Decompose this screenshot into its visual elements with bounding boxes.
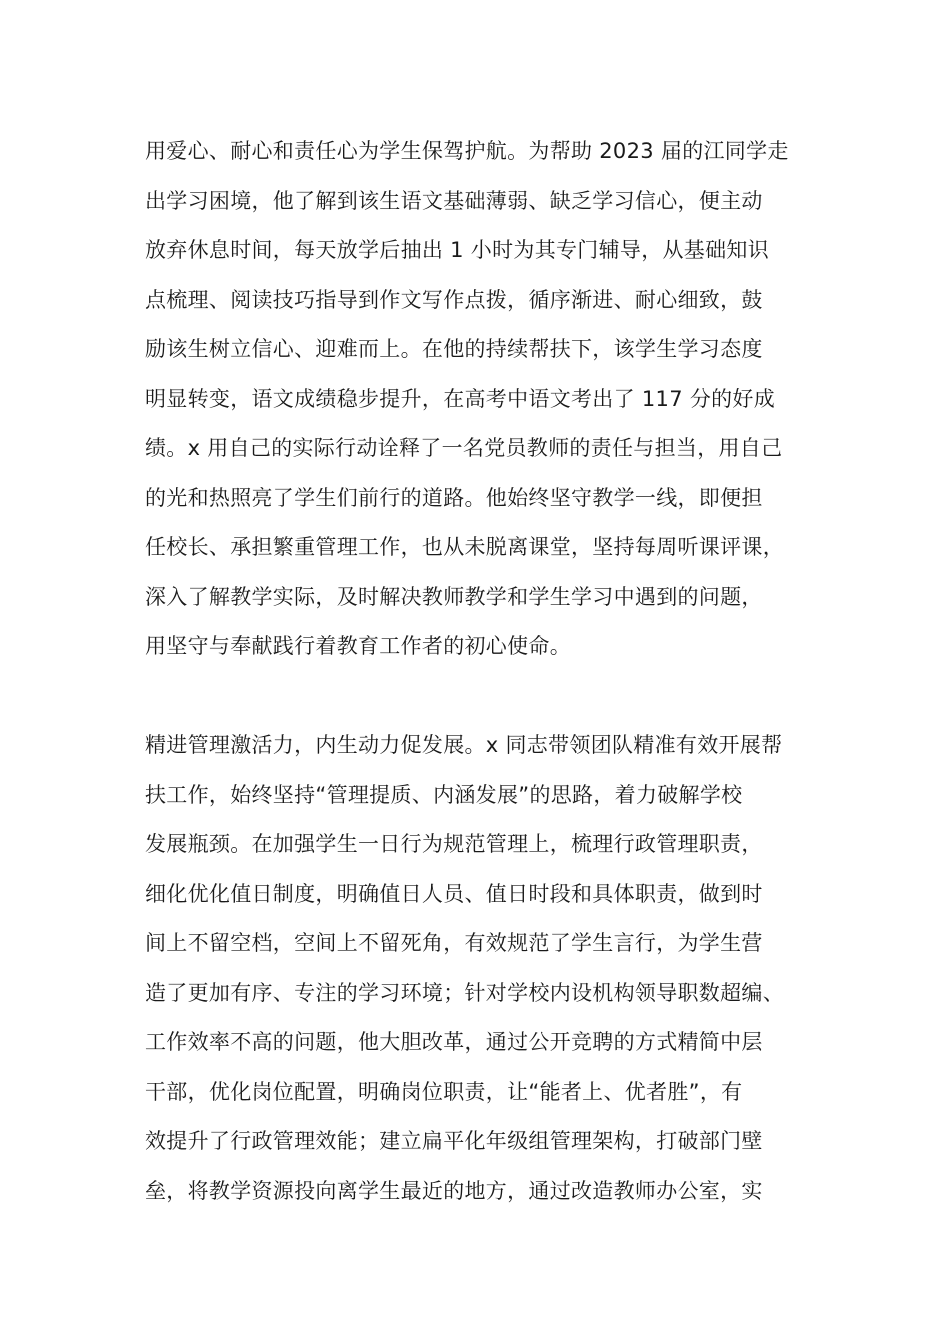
text-line: 任校长、承担繁重管理工作，也从未脱离课堂，坚持每周听课评课， xyxy=(145,535,784,559)
paragraph-mentoring xyxy=(145,127,845,672)
text-line: 用爱心、耐心和责任心为学生保驾护航。为帮助 2023 届的江同学走 xyxy=(145,139,789,163)
text-line: 用坚守与奉献践行着教育工作者的初心使命。 xyxy=(145,634,571,658)
paragraph-management xyxy=(145,721,845,1216)
text-line: 工作效率不高的问题，他大胆改革，通过公开竞聘的方式精简中层 xyxy=(145,1030,763,1054)
text-line: 垒，将教学资源投向离学生最近的地方，通过改造教师办公室，实 xyxy=(145,1178,763,1203)
text-line: 绩。x 用自己的实际行动诠释了一名党员教师的责任与担当，用自己 xyxy=(145,436,783,460)
text-line: 放弃休息时间，每天放学后抽出 1 小时为其专门辅导，从基础知识 xyxy=(145,238,770,262)
text-line: 效提升了行政管理效能；建立扁平化年级组管理架构，打破部门壁 xyxy=(145,1129,763,1153)
text-line: 点梳理、阅读技巧指导到作文写作点拨，循序渐进、耐心细致，鼓 xyxy=(145,287,763,312)
text-line: 间上不留空档，空间上不留死角，有效规范了学生言行，为学生营 xyxy=(145,931,763,955)
text-line: 精进管理激活力，内生动力促发展。x 同志带领团队精准有效开展帮 xyxy=(145,733,783,757)
text-line: 出学习困境，他了解到该生语文基础薄弱、缺乏学习信心，便主动 xyxy=(145,188,763,213)
text-line: 的光和热照亮了学生们前行的道路。他始终坚守教学一线，即便担 xyxy=(145,485,763,510)
text-line: 造了更加有序、专注的学习环境；针对学校内设机构领导职数超编、 xyxy=(145,980,784,1005)
text-line: 发展瓶颈。在加强学生一日行为规范管理上，梳理行政管理职责， xyxy=(145,832,763,856)
text-line: 干部，优化岗位配置，明确岗位职责，让“能者上、优者胜”，有 xyxy=(145,1079,743,1104)
text-line: 细化优化值日制度，明确值日人员、值日时段和具体职责，做到时 xyxy=(145,881,763,906)
text-line: 深入了解教学实际，及时解决教师教学和学生学习中遇到的问题， xyxy=(145,584,763,609)
text-line: 励该生树立信心、迎难而上。在他的持续帮扶下，该学生学习态度 xyxy=(145,337,763,361)
text-line: 扶工作，始终坚持“管理提质、内涵发展”的思路，着力破解学校 xyxy=(145,782,743,807)
text-line: 明显转变，语文成绩稳步提升，在高考中语文考出了 117 分的好成 xyxy=(145,386,776,411)
